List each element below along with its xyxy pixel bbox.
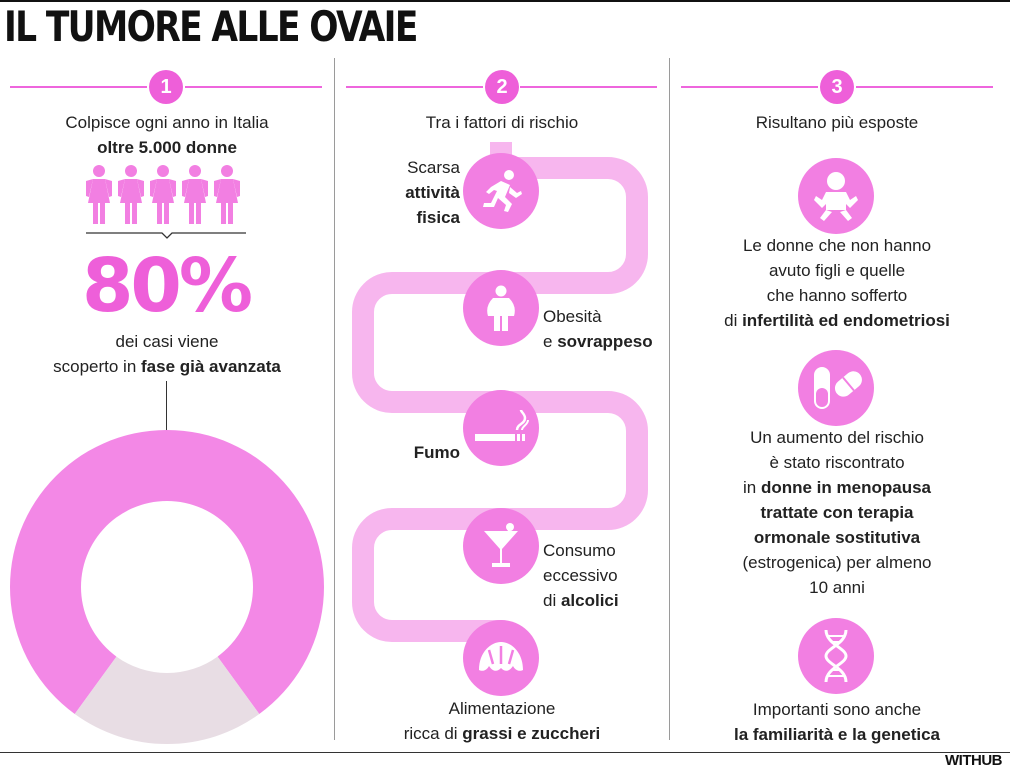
section-rule bbox=[346, 86, 483, 88]
step-number-3: 3 bbox=[820, 70, 854, 104]
donut-chart bbox=[8, 428, 326, 746]
cigarette-icon bbox=[463, 390, 539, 466]
exposed-item-1-text: Le donne che non hanno avuto figli e quelle che hanno sofferto di infertilità ed endometriosi bbox=[724, 236, 950, 330]
diagnosis-text-line1: dei casi viene bbox=[115, 332, 219, 351]
factor-obesity-label: Obesità e sovrappeso bbox=[543, 307, 653, 351]
cocktail-icon bbox=[463, 508, 539, 584]
incidence-text-line2: oltre 5.000 donne bbox=[97, 138, 237, 157]
section-rule bbox=[520, 86, 657, 88]
section-rule bbox=[681, 86, 818, 88]
factor-activity-label: Scarsa attività fisica bbox=[405, 158, 460, 227]
factor-alcohol-label: Consumo eccessivo di alcolici bbox=[543, 541, 619, 610]
percent-value: 80% bbox=[81, 243, 251, 329]
factor-diet-label: Alimentazione ricca di grassi e zuccheri bbox=[403, 699, 601, 743]
step-number-1: 1 bbox=[149, 70, 183, 104]
column-divider bbox=[669, 58, 670, 740]
pills-icon bbox=[798, 350, 874, 426]
risk-factors-heading: Tra i fattori di rischio bbox=[425, 113, 579, 132]
incidence-text-line1: Colpisce ogni anno in Italia bbox=[65, 113, 269, 132]
croissant-icon bbox=[463, 620, 539, 696]
section-rule bbox=[185, 86, 322, 88]
baby-icon bbox=[798, 158, 874, 234]
exposed-item-2-text: Un aumento del rischio è stato riscontrato in donne in menopausa trattate con terapia ormonale sostitutiva (estrogenica) per almeno 10 anni bbox=[742, 428, 932, 597]
donut-share-segment bbox=[10, 430, 324, 714]
dna-icon bbox=[798, 618, 874, 694]
exposed-heading: Risultano più esposte bbox=[755, 113, 919, 132]
overweight-woman-icon bbox=[463, 270, 539, 346]
bottom-rule bbox=[0, 752, 1010, 753]
page-title: IL TUMORE ALLE OVAIE bbox=[4, 2, 417, 51]
step-number-2: 2 bbox=[485, 70, 519, 104]
section-rule bbox=[856, 86, 993, 88]
publisher-logo: WITHUB bbox=[945, 752, 1002, 769]
women-figures-icon bbox=[80, 162, 256, 244]
diagnosis-text-line2: scoperto in fase già avanzata bbox=[53, 357, 281, 376]
section-rule bbox=[10, 86, 147, 88]
exposed-item-3-text: Importanti sono anche la familiarità e la genetica bbox=[734, 700, 940, 744]
factor-smoking-label: Fumo bbox=[413, 443, 460, 462]
running-person-icon bbox=[463, 153, 539, 229]
